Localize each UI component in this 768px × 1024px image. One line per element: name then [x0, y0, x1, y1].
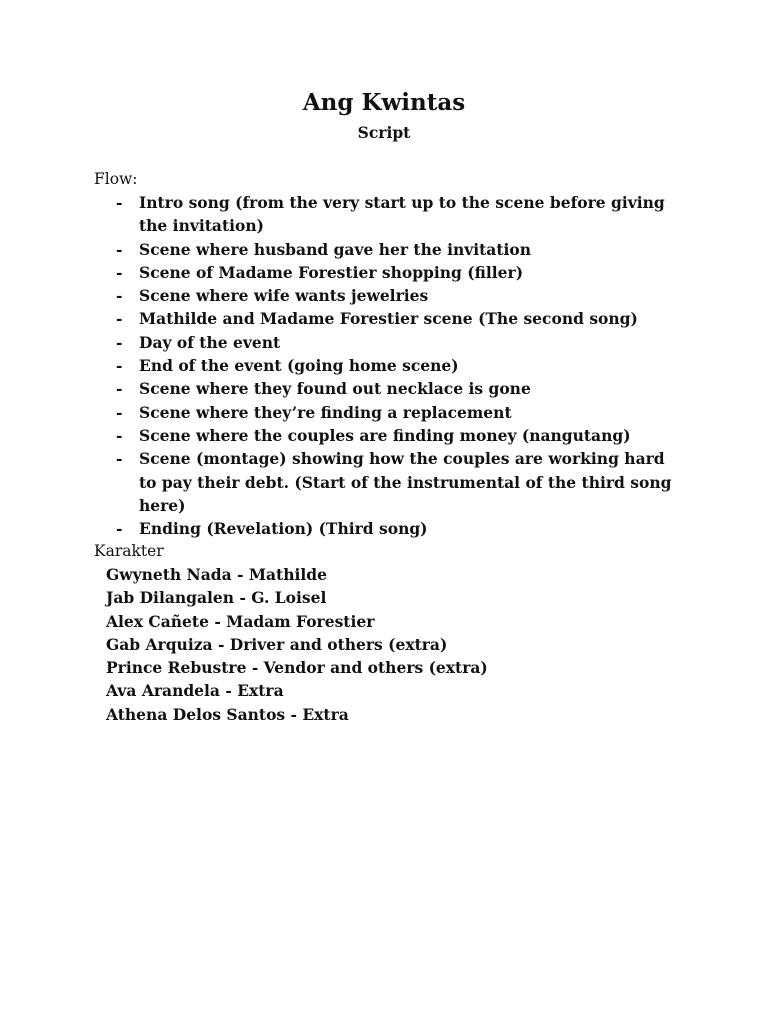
- dash-bullet-icon: -: [116, 193, 123, 212]
- flow-item: [0, 238, 684, 261]
- characters-heading: Karakter: [94, 542, 164, 560]
- dash-bullet-icon: -: [116, 519, 123, 539]
- flow-item-text: Scene (montage) showing how the couples are working hard to pay their debt. (Start of the instrumental of the third song here): [139, 449, 672, 515]
- flow-item: [0, 424, 684, 447]
- dash-bullet-icon: -: [116, 332, 123, 352]
- flow-item-text: Ending (Revelation) (Third song): [139, 519, 428, 539]
- character-item: Gab Arquiza - Driver and others (extra): [106, 634, 448, 654]
- flow-item-text: Scene where wife wants jewelries: [139, 286, 429, 306]
- dash-bullet-icon: -: [116, 379, 123, 399]
- flow-item-text: Intro song (from the very start up to the scene before giving the invitation): [139, 193, 665, 236]
- flow-item: [0, 284, 684, 307]
- flow-item-text: Scene of Madame Forestier shopping (filler): [139, 262, 524, 282]
- document-subtitle: Script: [357, 123, 411, 142]
- flow-item-text: Scene where they’re finding a replacement: [139, 402, 512, 422]
- dash-bullet-icon: -: [116, 239, 123, 259]
- document-title: Ang Kwintas: [302, 89, 466, 116]
- flow-item-text: Scene where the couples are finding money (nangutang): [139, 425, 631, 445]
- characters-list: [106, 563, 488, 726]
- dash-bullet-icon: -: [116, 425, 123, 445]
- flow-item-text: Scene where they found out necklace is gone: [139, 379, 531, 399]
- dash-bullet-icon: -: [116, 356, 123, 376]
- flow-item: [0, 331, 684, 354]
- dash-bullet-icon: -: [116, 286, 123, 306]
- character-item: Athena Delos Santos - Extra: [106, 704, 349, 724]
- flow-item: [0, 447, 684, 517]
- flow-item: [0, 401, 684, 424]
- flow-item-text: Scene where husband gave her the invitation: [139, 239, 532, 259]
- character-item: Prince Rebustre - Vendor and others (extra): [106, 658, 488, 678]
- flow-item: [0, 307, 684, 330]
- dash-bullet-icon: -: [116, 309, 123, 329]
- character-item: Gwyneth Nada - Mathilde: [106, 565, 327, 584]
- dash-bullet-icon: -: [116, 449, 123, 469]
- character-item: Jab Dilangalen - G. Loisel: [106, 588, 327, 608]
- flow-item: [0, 377, 684, 400]
- dash-bullet-icon: -: [116, 262, 123, 282]
- flow-heading: Flow:: [94, 170, 138, 188]
- dash-bullet-icon: -: [116, 402, 123, 422]
- character-item: Ava Arandela - Extra: [106, 681, 284, 701]
- flow-item: [0, 517, 684, 540]
- flow-item: [0, 354, 684, 377]
- character-item: Alex Cañete - Madam Forestier: [106, 611, 375, 631]
- flow-item-text: End of the event (going home scene): [139, 356, 459, 376]
- flow-item: [0, 261, 684, 284]
- flow-item: [0, 191, 684, 238]
- flow-item-text: Mathilde and Madame Forestier scene (The second song): [139, 309, 638, 329]
- flow-list: [0, 191, 768, 540]
- flow-item-text: Day of the event: [139, 332, 281, 352]
